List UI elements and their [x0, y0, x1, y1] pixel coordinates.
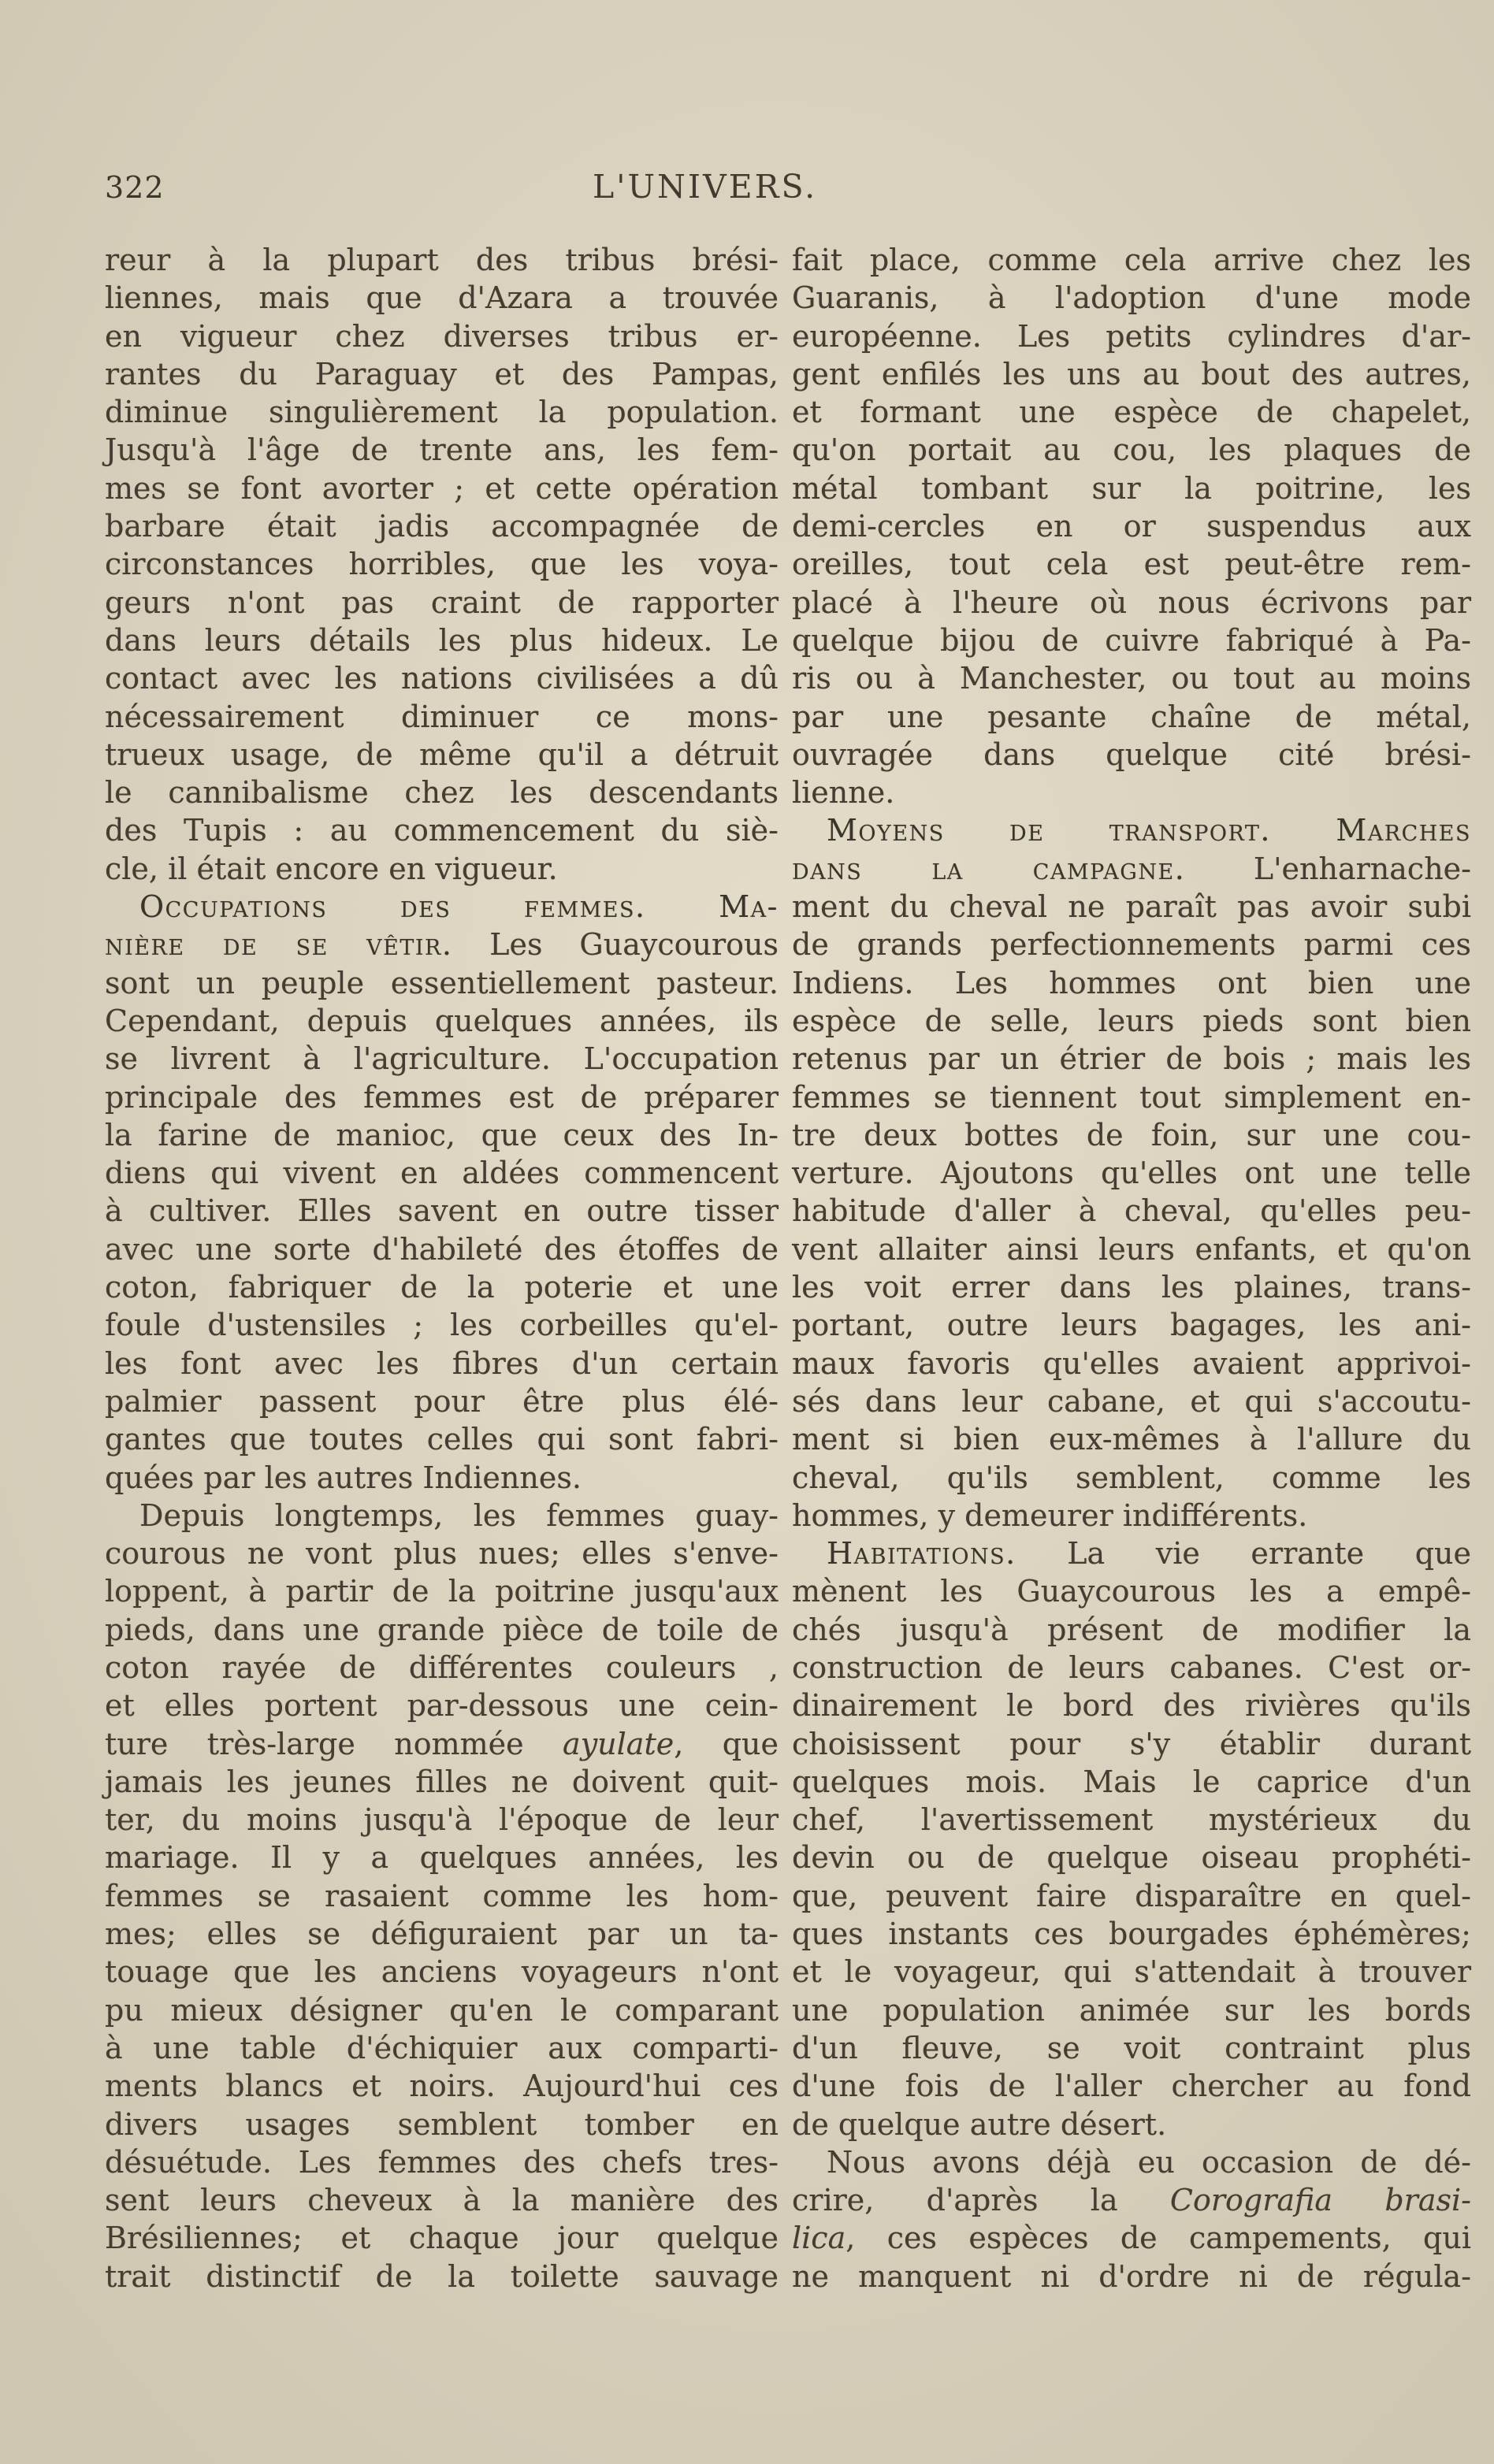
- text-line: d'une fois de l'aller chercher au fond: [792, 2069, 1471, 2104]
- text-line: cheval, qu'ils semblent, comme les: [792, 1460, 1471, 1495]
- text-line: reur à la plupart des tribus brési-: [105, 243, 779, 277]
- text-line: gent enfilés les uns au bout des autres,: [792, 356, 1471, 391]
- text-line: quelques mois. Mais le caprice d'un: [792, 1764, 1471, 1799]
- text-line: métal tombant sur la poitrine, les: [792, 470, 1471, 506]
- text-line: mariage. Il y a quelques années, les: [105, 1840, 779, 1876]
- text-line: quelque bijou de cuivre fabriqué à Pa-: [792, 622, 1471, 658]
- small-caps-heading: Occupations des femmes. Ma-: [139, 889, 779, 925]
- text-line: placé à l'heure où nous écrivons par: [792, 584, 1471, 620]
- text-line: Habitations. La vie errante que: [827, 1536, 1471, 1572]
- text-line: palmier passent pour être plus élé-: [105, 1383, 779, 1419]
- small-caps-heading: Moyens de transport. Marches: [827, 813, 1471, 848]
- text-line: européenne. Les petits cylindres d'ar-: [792, 318, 1471, 354]
- text-line: sont un peuple essentiellement pasteur.: [105, 965, 779, 1000]
- text-line: sés dans leur cabane, et qui s'accoutu-: [792, 1383, 1471, 1419]
- text-line: par une pesante chaîne de métal,: [792, 699, 1471, 734]
- text-line: diminue singulièrement la population.: [105, 395, 779, 430]
- text-line: divers usages semblent tomber en: [105, 2106, 779, 2142]
- text-line: Guaranis, à l'adoption d'une mode: [792, 280, 1471, 316]
- text-line: verture. Ajoutons qu'elles ont une telle: [792, 1156, 1471, 1191]
- text-line: les voit errer dans les plaines, trans-: [792, 1270, 1471, 1305]
- text-line: à une table d'échiquier aux comparti-: [105, 2030, 779, 2065]
- text-line: que, peuvent faire disparaître en quel-: [792, 1878, 1471, 1913]
- small-caps-heading: Habitations.: [827, 1536, 1016, 1572]
- text-line: coton rayée de différentes couleurs ,: [105, 1649, 779, 1685]
- text-line: contact avec les nations civilisées a dû: [105, 661, 779, 696]
- page-number: 322: [105, 170, 165, 205]
- text-line: Indiens. Les hommes ont bien une: [792, 965, 1471, 1000]
- text-line: oreilles, tout cela est peut-être rem-: [792, 547, 1471, 582]
- text-line: ture très-large nommée ayulate, que: [105, 1726, 779, 1761]
- text-line: à cultiver. Elles savent en outre tisser: [105, 1193, 779, 1229]
- text-line: habitude d'aller à cheval, qu'elles peu-: [792, 1193, 1471, 1229]
- text-line: chés jusqu'à présent de modifier la: [792, 1612, 1471, 1647]
- text-line: tre deux bottes de foin, sur une cou-: [792, 1117, 1471, 1152]
- text-line: les font avec les fibres d'un certain: [105, 1345, 779, 1381]
- text-line: cle, il était encore en vigueur.: [105, 851, 558, 886]
- text-line: de quelque autre désert.: [792, 2106, 1167, 2142]
- running-title: L'UNIVERS.: [593, 168, 818, 206]
- text-line: chef, l'avertissement mystérieux du: [792, 1802, 1471, 1838]
- text-line: construction de leurs cabanes. C'est or-: [792, 1649, 1471, 1685]
- text-line: mes se font avorter ; et cette opération: [105, 470, 779, 506]
- text-line: ments blancs et noirs. Aujourd'hui ces: [105, 2069, 779, 2104]
- text-line: ne manquent ni d'ordre ni de régula-: [792, 2258, 1471, 2294]
- text-line: crire, d'après la Corografia brasi-: [792, 2183, 1471, 2218]
- text-line: mes; elles se défiguraient par un ta-: [105, 1917, 779, 1952]
- text-line: [792, 811, 1471, 849]
- text-line: pu mieux désigner qu'en le comparant: [105, 1992, 779, 2028]
- small-caps-heading: dans la campagne.: [792, 851, 1186, 886]
- italic-term: lica: [792, 2221, 846, 2256]
- text-line: mènent les Guaycourous les a empê-: [792, 1574, 1471, 1609]
- text-line: Nous avons déjà eu occasion de dé-: [827, 2144, 1471, 2180]
- text-line: geurs n'ont pas craint de rapporter: [105, 584, 779, 620]
- text-line: nière de se vêtir. Les Guaycourous: [105, 927, 779, 963]
- text-line: coton, fabriquer de la poterie et une: [105, 1270, 779, 1305]
- text-line: circonstances horribles, que les voya-: [105, 547, 779, 582]
- text-line: et le voyageur, qui s'attendait à trouver: [792, 1954, 1471, 1990]
- text-line: hommes, y demeurer indifférents.: [792, 1497, 1308, 1533]
- text-line: ques instants ces bourgades éphémères;: [792, 1917, 1471, 1952]
- text-line: se livrent à l'agriculture. L'occupation: [105, 1041, 779, 1077]
- text-line: en vigueur chez diverses tribus er-: [105, 318, 779, 354]
- text-line: désuétude. Les femmes des chefs tres-: [105, 2144, 779, 2180]
- text-line: lica, ces espèces de campements, qui: [792, 2221, 1471, 2256]
- text-line: liennes, mais que d'Azara a trouvée: [105, 280, 779, 316]
- text-line: principale des femmes est de préparer: [105, 1079, 779, 1115]
- text-line: ouvragée dans quelque cité brési-: [792, 737, 1471, 772]
- small-caps-heading: nière de se vêtir.: [105, 927, 453, 963]
- text-line: fait place, comme cela arrive chez les: [792, 243, 1471, 277]
- text-line: [105, 888, 779, 926]
- text-line: quées par les autres Indiennes.: [105, 1460, 582, 1495]
- text-line: Brésiliennes; et chaque jour quelque: [105, 2221, 779, 2256]
- text-line: pieds, dans une grande pièce de toile de: [105, 1612, 779, 1647]
- text-line: ris ou à Manchester, ou tout au moins: [792, 661, 1471, 696]
- text-line: courous ne vont plus nues; elles s'enve-: [105, 1536, 779, 1572]
- text-line: choisissent pour s'y établir durant: [792, 1726, 1471, 1761]
- text-line: jamais les jeunes filles ne doivent quit-: [105, 1764, 779, 1799]
- text-line: espèce de selle, leurs pieds sont bien: [792, 1003, 1471, 1038]
- text-line: touage que les anciens voyageurs n'ont: [105, 1954, 779, 1990]
- text-line: gantes que toutes celles qui sont fabri-: [105, 1422, 779, 1457]
- text-line: foule d'ustensiles ; les corbeilles qu'el-: [105, 1308, 779, 1343]
- text-line: avec une sorte d'habileté des étoffes de: [105, 1231, 779, 1267]
- text-line: sent leurs cheveux à la manière des: [105, 2183, 779, 2218]
- text-column-right: [792, 241, 1471, 2295]
- text-line: la farine de manioc, que ceux des In-: [105, 1117, 779, 1152]
- text-line: ment si bien eux-mêmes à l'allure du: [792, 1422, 1471, 1457]
- italic-term: ayulate: [563, 1726, 675, 1761]
- text-line: trueux usage, de même qu'il a détruit: [105, 737, 779, 772]
- text-line: demi-cercles en or suspendus aux: [792, 509, 1471, 544]
- text-line: qu'on portait au cou, les plaques de: [792, 432, 1471, 468]
- text-line: d'un fleuve, se voit contraint plus: [792, 2030, 1471, 2065]
- text-line: une population animée sur les bords: [792, 1992, 1471, 2028]
- text-line: devin ou de quelque oiseau prophéti-: [792, 1840, 1471, 1876]
- text-line: barbare était jadis accompagnée de: [105, 509, 779, 544]
- italic-term: Corografia brasi-: [1169, 2183, 1471, 2218]
- text-line: Depuis longtemps, les femmes guay-: [139, 1497, 779, 1533]
- text-line: Cependant, depuis quelques années, ils: [105, 1003, 779, 1038]
- text-line: femmes se tiennent tout simplement en-: [792, 1079, 1471, 1115]
- text-line: loppent, à partir de la poitrine jusqu'aux: [105, 1574, 779, 1609]
- text-line: trait distinctif de la toilette sauvage: [105, 2258, 779, 2294]
- text-line: femmes se rasaient comme les hom-: [105, 1878, 779, 1913]
- text-line: dans leurs détails les plus hideux. Le: [105, 622, 779, 658]
- text-line: rantes du Paraguay et des Pampas,: [105, 356, 779, 391]
- text-line: et formant une espèce de chapelet,: [792, 395, 1471, 430]
- text-line: et elles portent par-dessous une cein-: [105, 1688, 779, 1724]
- text-line: dans la campagne. L'enharnache-: [792, 851, 1472, 886]
- text-line: ment du cheval ne paraît pas avoir subi: [792, 889, 1471, 925]
- text-column-left: [105, 241, 779, 2295]
- text-line: diens qui vivent en aldées commencent: [105, 1156, 779, 1191]
- text-line: le cannibalisme chez les descendants: [105, 775, 779, 811]
- text-line: des Tupis : au commencement du siè-: [105, 813, 779, 848]
- text-line: retenus par un étrier de bois ; mais les: [792, 1041, 1471, 1077]
- text-line: ter, du moins jusqu'à l'époque de leur: [105, 1802, 779, 1838]
- text-line: lienne.: [792, 775, 895, 811]
- text-line: nécessairement diminuer ce mons-: [105, 699, 779, 734]
- text-line: maux favoris qu'elles avaient apprivoi-: [792, 1345, 1471, 1381]
- text-line: vent allaiter ainsi leurs enfants, et qu'on: [792, 1231, 1471, 1267]
- text-line: Jusqu'à l'âge de trente ans, les fem-: [105, 432, 779, 468]
- text-line: dinairement le bord des rivières qu'ils: [792, 1688, 1471, 1724]
- text-line: portant, outre leurs bagages, les ani-: [792, 1308, 1471, 1343]
- text-line: de grands perfectionnements parmi ces: [792, 927, 1471, 963]
